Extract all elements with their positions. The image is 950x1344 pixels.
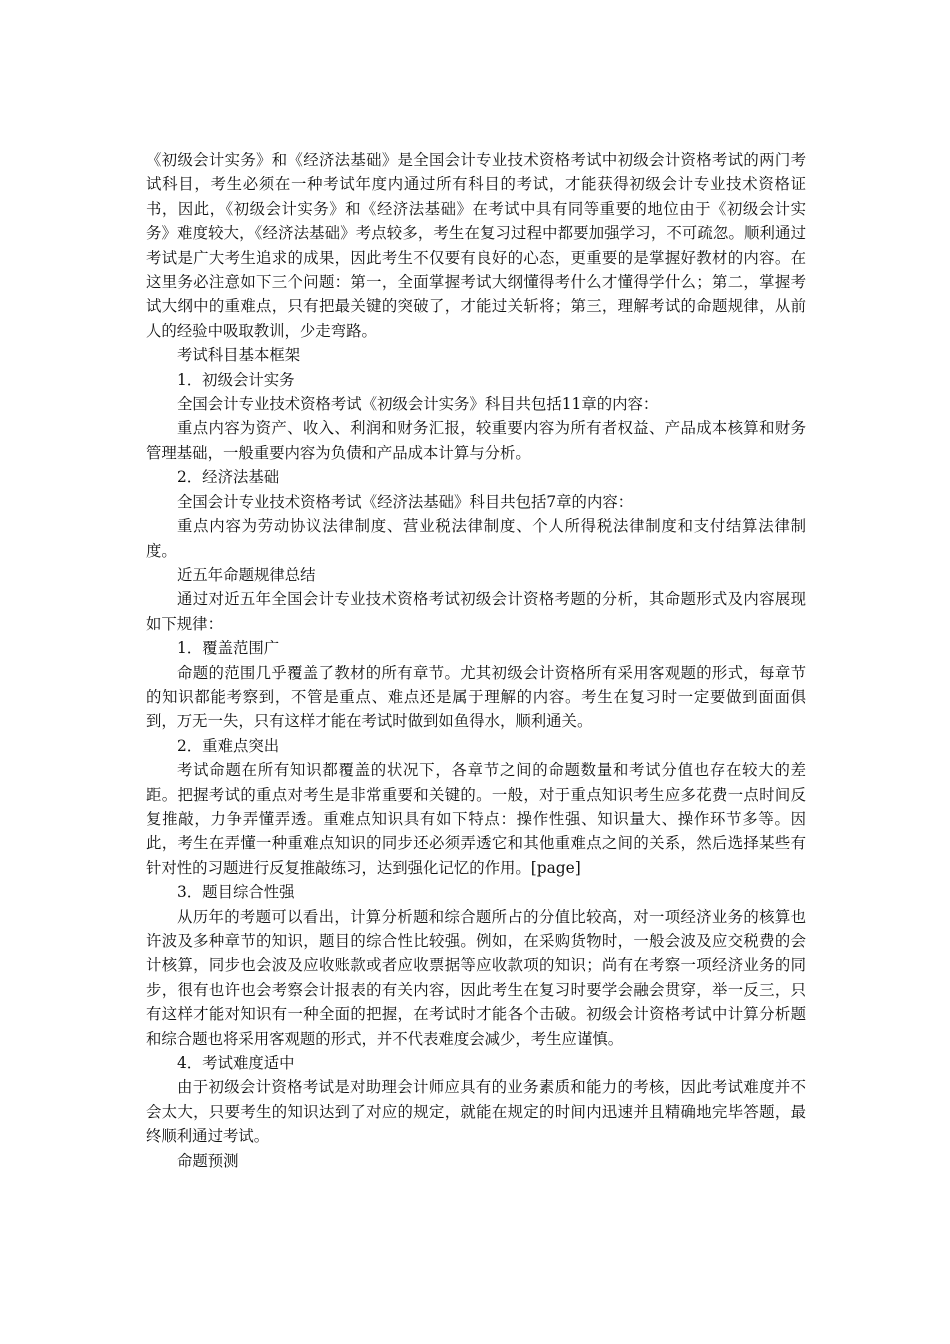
paragraph-accounting-practice-focus: 重点内容为资产、收入、利润和财务汇报，较重要内容为所有者权益、产品成本核算和财务管理基础，一般重要内容为负债和产品成本计算与分析。 [146,419,806,462]
section-heading-exam-framework: 考试科目基本框架 [177,346,301,365]
document-page [146,148,806,1173]
subheading-key-points: 2．重难点突出 [177,736,280,755]
subheading-moderate-difficulty: 4．考试难度适中 [177,1054,295,1073]
intro-paragraph: 《初级会计实务》和《经济法基础》是全国会计专业技术资格考试中初级会计资格考试的两门考试科目，考生必须在一种考试年度内通过所有科目的考试，才能获得初级会计专业技术资格证书，因此，《初级会计实务》和《经济法基础》在考试中具有同等重要的地位由于《初级会计实务》难度较大，《经济法基础》考点较多，考生在复习过程中都要加强学习，不可疏忽。顺利通过考试是广大考生追求的成果，因此考生不仅要有良好的心态，更重要的是掌握好教材的内容。在这里务必注意如下三个问题：第一，全面掌握考试大纲懂得考什么才懂得学什么；第二，掌握考试大纲中的重难点，只有把最关键的突破了，才能过关斩将；第三，理解考试的命题规律，从前人的经验中吸取教训，少走弯路。 [146,151,806,340]
section-heading-five-year-patterns: 近五年命题规律总结 [177,565,316,584]
paragraph-wide-coverage: 命题的范围几乎覆盖了教材的所有章节。尤其初级会计资格所有采用客观题的形式，每章节的知识都能考察到，不管是重点、难点还是属于理解的内容。考生在复习时一定要做到面面俱到，万无一失，只有这样才能在考试时做到如鱼得水，顺利通关。 [146,663,806,731]
subheading-comprehensive: 3．题目综合性强 [177,883,295,902]
paragraph-economic-law-focus: 重点内容为劳动协议法律制度、营业税法律制度、个人所得税法律制度和支付结算法律制度。 [146,517,806,560]
paragraph-accounting-practice-scope: 全国会计专业技术资格考试《初级会计实务》科目共包括11章的内容： [177,395,659,414]
section-heading-prediction: 命题预测 [177,1151,239,1170]
paragraph-comprehensive: 从历年的考题可以看出，计算分析题和综合题所占的分值比较高，对一项经济业务的核算也许波及多种章节的知识，题目的综合性比较强。例如，在采购货物时，一般会波及应交税费的会计核算，同步也会波及应收账款或者应收票据等应收款项的知识；尚有在考察一项经济业务的同步，很有也许也会考察会计报表的有关内容，因此考生在复习时要学会融会贯穿，举一反三，只有这样才能对知识有一种全面的把握，在考试时才能各个击破。初级会计资格考试中计算分析题和综合题也将采用客观题的形式，并不代表难度会减少，考生应谨慎。 [146,907,806,1048]
paragraph-patterns-intro: 通过对近五年全国会计专业技术资格考试初级会计资格考题的分析，其命题形式及内容展现如下规律： [146,590,806,633]
subheading-economic-law: 2．经济法基础 [177,468,280,487]
paragraph-moderate-difficulty: 由于初级会计资格考试是对助理会计师应具有的业务素质和能力的考核，因此考试难度并不会太大，只要考生的知识达到了对应的规定，就能在规定的时间内迅速并且精确地完毕答题，最终顺利通过考试。 [146,1078,806,1146]
paragraph-economic-law-scope: 全国会计专业技术资格考试《经济法基础》科目共包括7章的内容： [177,492,634,511]
paragraph-key-points: 考试命题在所有知识都覆盖的状况下，各章节之间的命题数量和考试分值也存在较大的差距。把握考试的重点对考生是非常重要和关键的。一般，对于重点知识考生应多花费一点时间反复推敲，力争弄懂弄透。重难点知识具有如下特点：操作性强、知识量大、操作环节多等。因此，考生在弄懂一种重难点知识的同步还必须弄透它和其他重难点之间的关系，然后选择某些有针对性的习题进行反复推敲练习，达到强化记忆的作用。[page] [146,761,806,877]
subheading-accounting-practice: 1．初级会计实务 [177,370,295,389]
subheading-wide-coverage: 1．覆盖范围广 [177,639,280,658]
